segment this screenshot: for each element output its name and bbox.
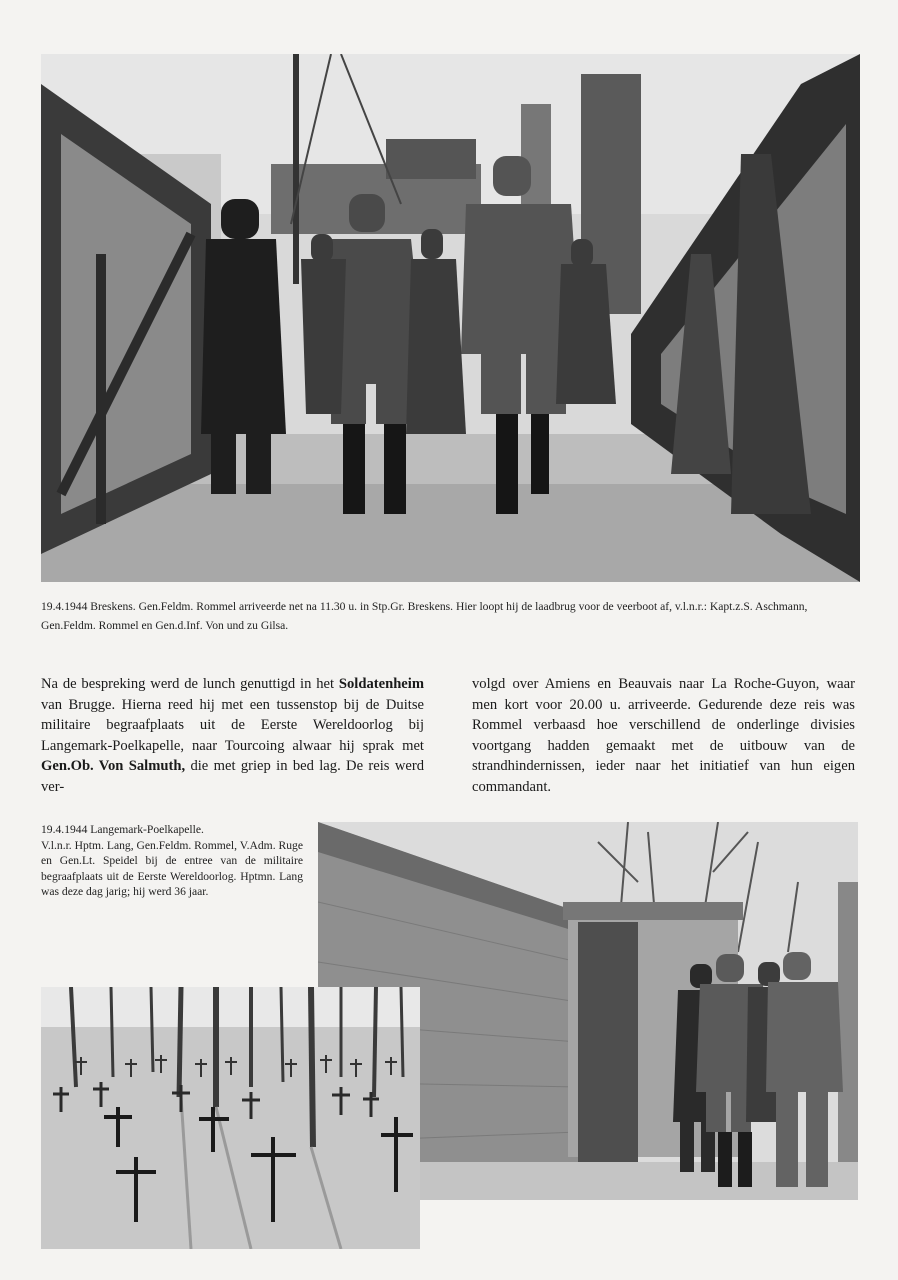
photo-cemetery-crosses	[41, 987, 420, 1249]
caption-side-body: V.l.n.r. Hptm. Lang, Gen.Feldm. Rommel, V.Adm. Ruge en Gen.Lt. Speidel bij de entree van de militaire begraafplaats uit de Eerste Wereldoorlog. Hptmn. Lang was deze dag jarig; hij werd 36 jaar.	[41, 838, 303, 898]
body-left-text-3: die met griep in bed lag. De reis werd ver-	[41, 758, 424, 795]
body-left-bold-1: Soldatenheim	[338, 676, 424, 692]
body-column-right: volgd over Amiens en Beauvais naar La Roche-Guyon, waar men kort voor 20.00 u. arriveerde. Gedurende deze reis was Rommel verbaasd hoe verschillend de onderlinge divisies voortgang hadden gemaakt met de uitbouw van de strandhindernissen, ieder naar het initiatief van hun eigen commandant.	[472, 676, 855, 795]
body-left-text-2: van Brugge. Hierna reed hij met een tussenstop bij de Duitse militaire begraafplaats uit de Eerste Wereldoorlog bij Langemark-Poelkapelle, naar Tourcoing alwaar hij sprak met	[41, 696, 424, 754]
body-column-left	[41, 674, 424, 797]
photo-ferry-bridge	[41, 54, 860, 582]
body-left-text-1: Na de bespreking werd de lunch genuttigd in het	[41, 676, 339, 692]
caption-side-heading: 19.4.1944 Langemark-Poelkapelle.	[41, 823, 204, 836]
cemetery-photo-caption	[41, 822, 303, 900]
body-left-bold-2: Gen.Ob. Von Salmuth,	[41, 758, 186, 774]
top-photo-caption: 19.4.1944 Breskens. Gen.Feldm. Rommel arriveerde net na 11.30 u. in Stp.Gr. Breskens. Hier loopt hij de laadbrug voor de veerboot af, v.l.n.r.: Kapt.z.S. Aschmann, Gen.Feldm. Rommel en Gen.d.Inf. Von und zu Gilsa.	[41, 600, 808, 632]
